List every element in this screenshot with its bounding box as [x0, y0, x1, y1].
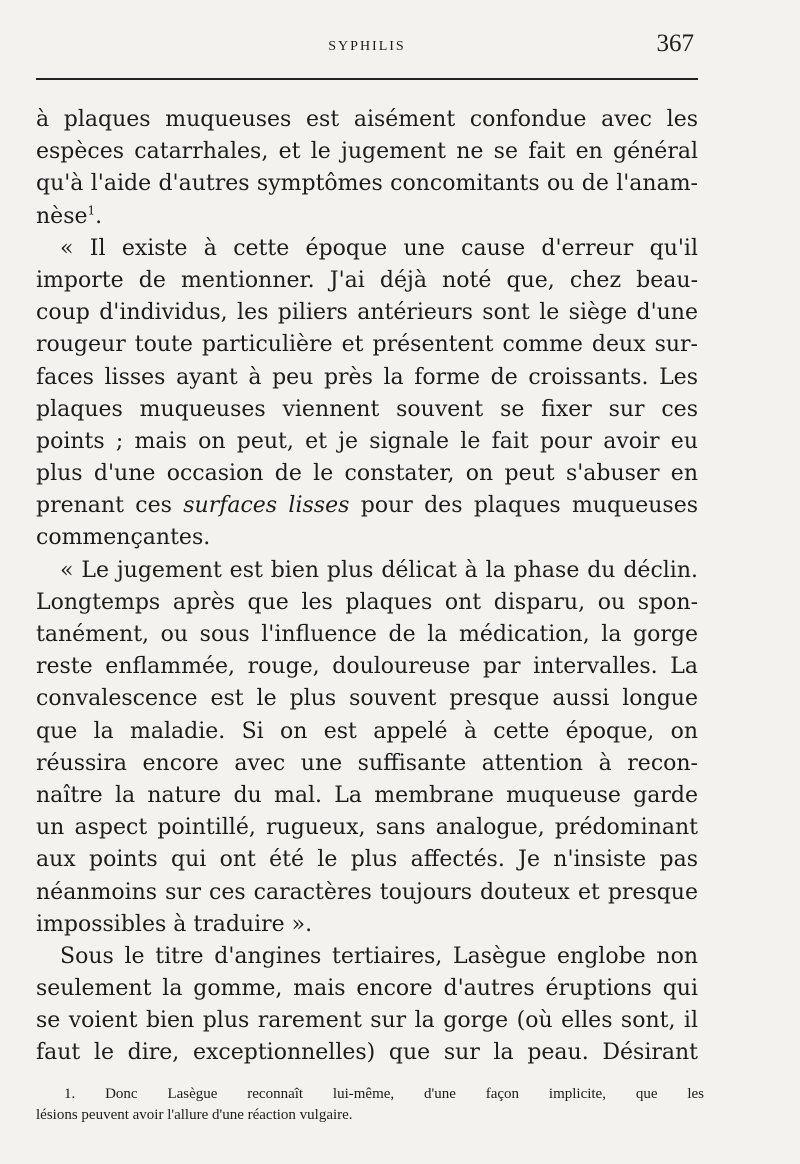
text-line: importe de mentionner. J'ai déjà noté que, chez beau- — [36, 267, 698, 293]
footnote-line: lésions peuvent avoir l'allure d'une réaction vulgaire. — [36, 1107, 353, 1123]
body-text — [36, 104, 698, 1070]
footnote-line: 1. Donc Lasègue reconnaît lui-même, d'une façon implicite, que les — [64, 1086, 704, 1102]
text-line: un aspect pointillé, rugueux, sans analogue, prédominant — [36, 815, 698, 841]
text-line: néanmoins sur ces caractères toujours douteux et presque — [36, 879, 698, 905]
text-line: points ; mais on peut, et je signale le fait pour avoir eu — [36, 428, 698, 454]
header-rule — [36, 78, 698, 80]
text-line — [36, 490, 698, 522]
text-fragment: . — [95, 203, 103, 229]
text-fragment: nèse — [36, 203, 88, 229]
text-line: convalescence est le plus souvent presque aussi longue — [36, 686, 698, 712]
text-line: faut le dire, exceptionnelles) que sur la peau. Désirant — [36, 1040, 698, 1066]
text-line: seulement la gomme, mais encore d'autres éruptions qui — [36, 976, 698, 1002]
text-line: coup d'individus, les piliers antérieurs sont le siège d'une — [36, 300, 698, 326]
text-line: commençantes. — [36, 525, 211, 551]
text-fragment: prenant ces — [36, 493, 172, 519]
running-title: SYPHILIS — [328, 39, 406, 54]
text-line: réussira encore avec une suffisante attention à recon- — [36, 750, 698, 776]
text-line: naître la nature du mal. La membrane muqueuse garde — [36, 782, 698, 808]
text-line: faces lisses ayant à peu près la forme de croissants. Les — [36, 364, 698, 390]
text-line: à plaques muqueuses est aisément confondue avec les — [36, 107, 698, 132]
footnote-reference: 1 — [87, 203, 96, 218]
text-line: plus d'une occasion de le constater, on peut s'abuser en — [36, 461, 698, 487]
footnotes — [36, 1084, 704, 1126]
text-fragment: pour des plaques muqueuses — [360, 493, 698, 519]
text-line: se voient bien plus rarement sur la gorge (où elles sont, il — [36, 1008, 698, 1034]
text-line: espèces catarrhales, et le jugement ne se fait en général — [36, 139, 698, 165]
text-line: Sous le titre d'angines tertiaires, Lasègue englobe non — [60, 943, 698, 969]
text-line: Longtemps après que les plaques ont disparu, ou spon- — [36, 589, 698, 615]
text-line: que la maladie. Si on est appelé à cette époque, on — [36, 718, 698, 744]
page-number: 367 — [656, 30, 694, 57]
running-head — [36, 30, 698, 60]
text-line: « Il existe à cette époque une cause d'erreur qu'il — [60, 235, 698, 261]
text-line: reste enflammée, rouge, douloureuse par intervalles. La — [36, 654, 698, 680]
text-line — [36, 201, 698, 233]
text-line: aux points qui ont été le plus affectés. Je n'insiste pas — [36, 847, 698, 873]
text-line: tanément, ou sous l'influence de la médication, la gorge — [36, 622, 698, 647]
text-line: plaques muqueuses viennent souvent se fixer sur ces — [36, 396, 698, 422]
text-line: rougeur toute particulière et présentent comme deux sur- — [36, 332, 698, 358]
text-line: qu'à l'aide d'autres symptômes concomitants ou de l'anam- — [36, 171, 698, 197]
text-line: impossibles à traduire ». — [36, 911, 313, 937]
italic-phrase: surfaces lisses — [183, 493, 350, 519]
text-line: « Le jugement est bien plus délicat à la phase du déclin. — [60, 557, 698, 583]
